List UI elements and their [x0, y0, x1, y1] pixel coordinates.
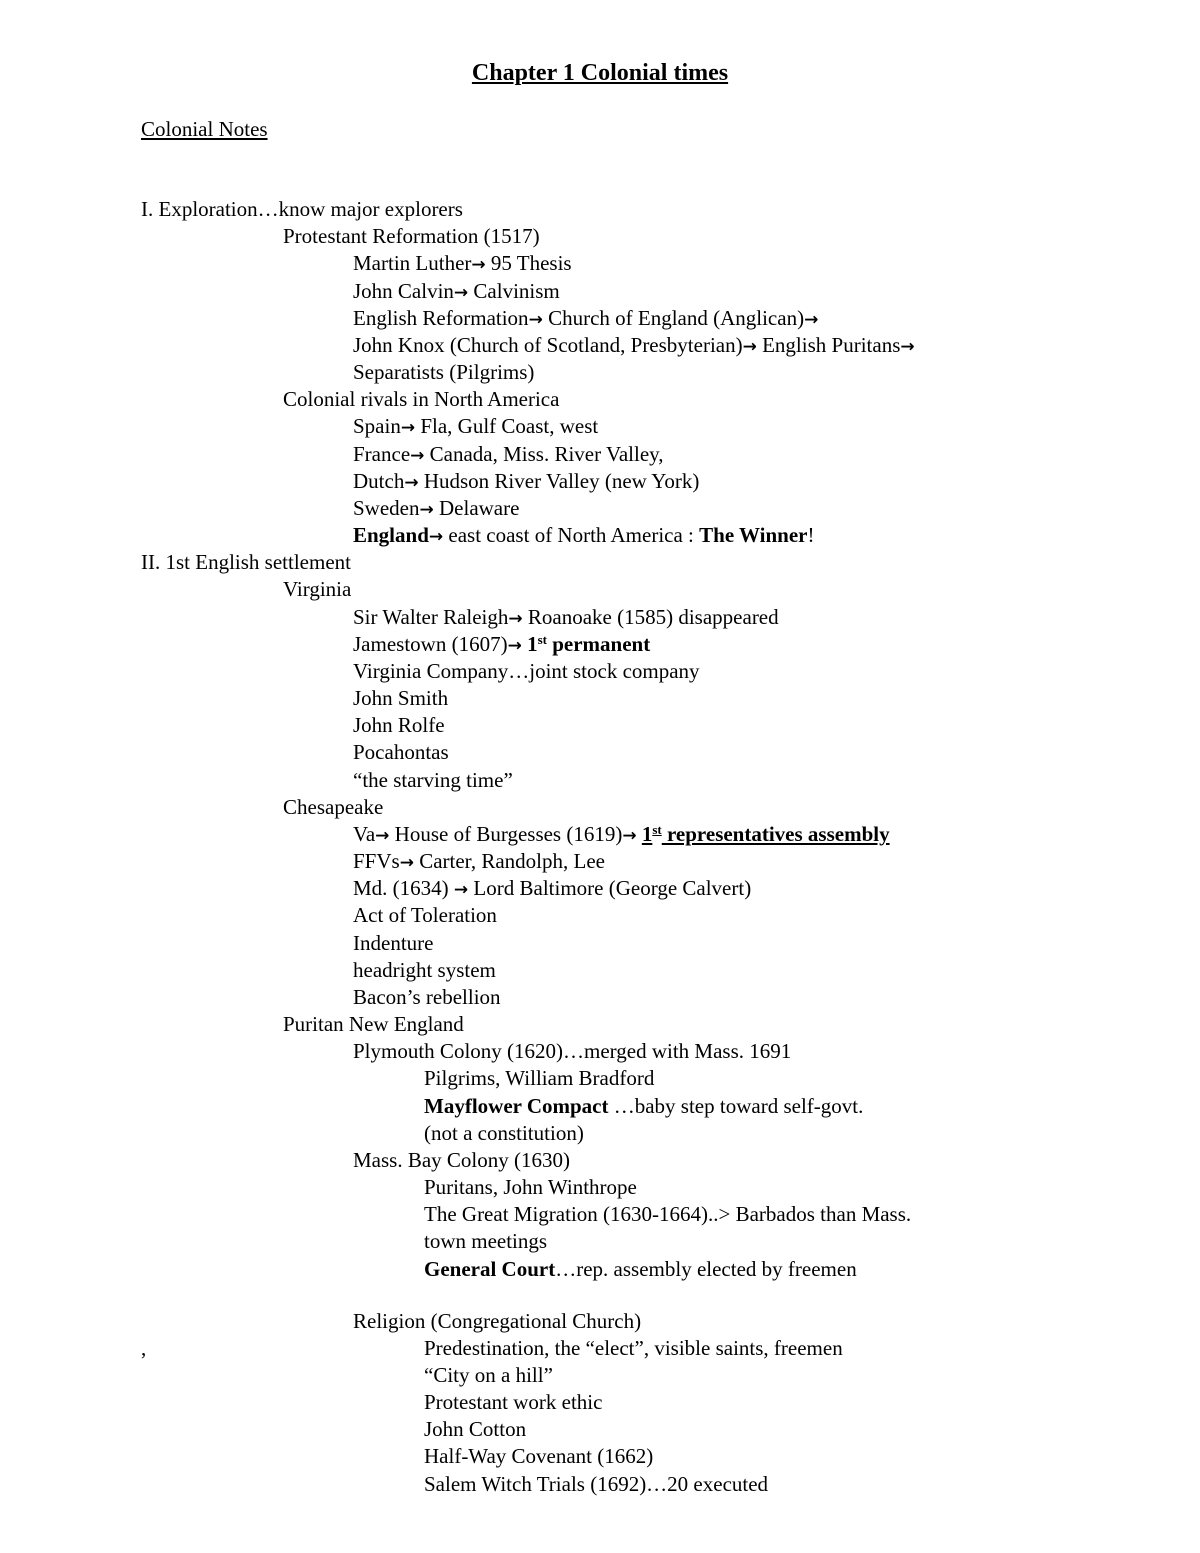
arrow-icon: → [508, 609, 523, 629]
outline-line [353, 305, 818, 333]
line-text: Protestant work ethic [424, 1390, 603, 1414]
arrow-icon: → [419, 500, 434, 520]
line-text: Lord Baltimore (George Calvert) [468, 876, 752, 900]
outline-line [141, 549, 351, 575]
line-text: Md. (1634) [353, 876, 454, 900]
outline-line [353, 250, 572, 278]
line-text: John Knox (Church of Scotland, Presbyterian) [353, 333, 743, 357]
arrow-icon: → [742, 337, 757, 357]
line-text: The Winner [699, 523, 808, 547]
line-text: John Smith [353, 686, 449, 710]
outline-line [353, 604, 779, 632]
line-text: 1 [641, 822, 653, 846]
outline-line [353, 712, 445, 738]
arrow-icon: → [399, 853, 414, 873]
line-text: Dutch [353, 469, 405, 493]
outline-line [353, 495, 519, 523]
line-text: Roanoake (1585) disappeared [522, 605, 779, 629]
outline-line [353, 767, 513, 793]
outline-line [424, 1201, 911, 1227]
line-text: John Cotton [424, 1417, 527, 1441]
outline-line [353, 1308, 641, 1334]
arrow-icon: → [622, 826, 637, 846]
line-text: Martin Luther [353, 251, 472, 275]
line-text: Jamestown (1607) [353, 632, 508, 656]
arrow-icon: → [400, 418, 416, 438]
line-text: Church of England (Anglican) [542, 306, 805, 330]
outline-line [353, 685, 448, 711]
line-text: Indenture [353, 931, 434, 955]
line-text: Half-Way Covenant (1662) [424, 1444, 654, 1468]
line-text: …baby step toward self-govt. [608, 1094, 864, 1118]
outline-line [424, 1362, 553, 1388]
outline-line [353, 413, 598, 441]
line-text: General Court [424, 1257, 556, 1281]
outline-line [353, 1147, 570, 1173]
line-text: Mass. Bay Colony (1630) [353, 1148, 570, 1172]
line-text: Virginia Company…joint stock company [353, 659, 700, 683]
line-text: Canada, Miss. River Valley, [424, 442, 664, 466]
line-text: “the starving time” [353, 768, 513, 792]
line-text: Plymouth Colony (1620)…merged with Mass. 1691 [353, 1039, 792, 1063]
outline-line [353, 278, 560, 306]
line-text: Religion (Congregational Church) [353, 1309, 642, 1333]
line-text: east coast of North America : [443, 523, 700, 547]
outline-line [353, 930, 433, 956]
arrow-icon: → [900, 337, 915, 357]
outline-line [353, 739, 449, 765]
line-text: FFVs [353, 849, 400, 873]
line-text: Salem Witch Trials (1692)…20 executed [424, 1472, 769, 1496]
outline-line [353, 957, 496, 983]
arrow-icon: → [471, 255, 486, 275]
line-text: …rep. assembly elected by freemen [555, 1257, 857, 1281]
line-text: Act of Toleration [353, 903, 497, 927]
line-text: France [353, 442, 411, 466]
outline-line [424, 1443, 653, 1469]
line-text: John Rolfe [353, 713, 445, 737]
arrow-icon: → [453, 880, 469, 900]
line-text: Virginia [283, 577, 352, 601]
line-text: town meetings [424, 1229, 548, 1253]
outline-line [353, 848, 605, 876]
outline-line [141, 196, 463, 222]
line-text: II. 1st English settlement [141, 550, 351, 574]
line-text: ! [807, 523, 815, 547]
outline-line [353, 522, 814, 550]
outline-line [424, 1093, 863, 1119]
outline-line [283, 223, 540, 249]
outline-line [424, 1174, 637, 1200]
outline-line [424, 1120, 584, 1146]
line-text: English Reformation [353, 306, 529, 330]
outline-line [353, 658, 700, 684]
outline-line [283, 794, 383, 820]
outline-line [424, 1256, 857, 1282]
line-text: Puritan New England [283, 1012, 464, 1036]
outline-line [353, 631, 650, 659]
line-text: England [353, 523, 429, 547]
line-text: Calvinism [468, 279, 560, 303]
superscript: st [537, 632, 547, 647]
outline-line [424, 1065, 654, 1091]
document-subtitle: Colonial Notes [141, 117, 268, 141]
arrow-icon: → [528, 310, 543, 330]
line-text: 1 [527, 632, 538, 656]
outline-line [353, 332, 915, 360]
outline-line [283, 576, 351, 602]
line-text: Carter, Randolph, Lee [413, 849, 605, 873]
outline-line [283, 386, 559, 412]
outline-line [424, 1335, 843, 1361]
line-text: John Calvin [353, 279, 454, 303]
outline-line [353, 984, 501, 1010]
document-title: Chapter 1 Colonial times [471, 60, 729, 86]
line-text: Mayflower Compact [424, 1094, 609, 1118]
superscript: st [652, 822, 662, 837]
line-text: Protestant Reformation (1517) [283, 224, 540, 248]
line-text: Hudson River Valley (new York) [418, 469, 700, 493]
outline-line [353, 902, 497, 928]
line-text: House of Burgesses (1619) [389, 822, 623, 846]
outline-line [424, 1228, 547, 1254]
line-text: Separatists (Pilgrims) [353, 360, 535, 384]
arrow-icon: → [453, 283, 469, 303]
outline-line [353, 359, 534, 385]
line-text: Chesapeake [283, 795, 384, 819]
arrow-icon: → [410, 446, 425, 466]
outline-line [424, 1389, 602, 1415]
line-text: (not a constitution) [424, 1121, 584, 1145]
line-text: Puritans, John Winthrope [424, 1175, 637, 1199]
line-text: Pilgrims, William Bradford [424, 1066, 655, 1090]
line-text: Delaware [433, 496, 520, 520]
line-text: Sir Walter Raleigh [353, 605, 509, 629]
line-text: Colonial rivals in North America [283, 387, 560, 411]
outline-line [353, 441, 664, 469]
line-text: English Puritans [756, 333, 901, 357]
line-text: Bacon’s rebellion [353, 985, 501, 1009]
outline-line [353, 821, 890, 849]
line-text: Pocahontas [353, 740, 449, 764]
outline-line [424, 1416, 526, 1442]
outline-line [353, 468, 699, 496]
line-text: I. Exploration…know major explorers [141, 197, 463, 221]
line-text: Spain [353, 414, 401, 438]
outline-line [283, 1011, 464, 1037]
arrow-icon: → [428, 527, 444, 547]
arrow-icon: → [404, 473, 419, 493]
arrow-icon: → [375, 826, 390, 846]
line-text: Sweden [353, 496, 420, 520]
line-text: Predestination, the “elect”, visible saints, freemen [424, 1336, 843, 1360]
line-text: The Great Migration (1630-1664)..> Barbados than Mass. [424, 1202, 912, 1226]
outline-line [424, 1471, 768, 1497]
line-text: representatives assembly [661, 822, 890, 846]
line-text: permanent [546, 632, 651, 656]
line-text: headright system [353, 958, 496, 982]
arrow-icon: → [804, 310, 819, 330]
outline-line [353, 1038, 791, 1064]
outline-line [353, 875, 751, 903]
line-text: “City on a hill” [424, 1363, 553, 1387]
line-text: 95 Thesis [485, 251, 572, 275]
line-text: Va [353, 822, 376, 846]
line-text: Fla, Gulf Coast, west [415, 414, 599, 438]
margin-mark: , [141, 1336, 147, 1360]
arrow-icon: → [507, 636, 522, 656]
